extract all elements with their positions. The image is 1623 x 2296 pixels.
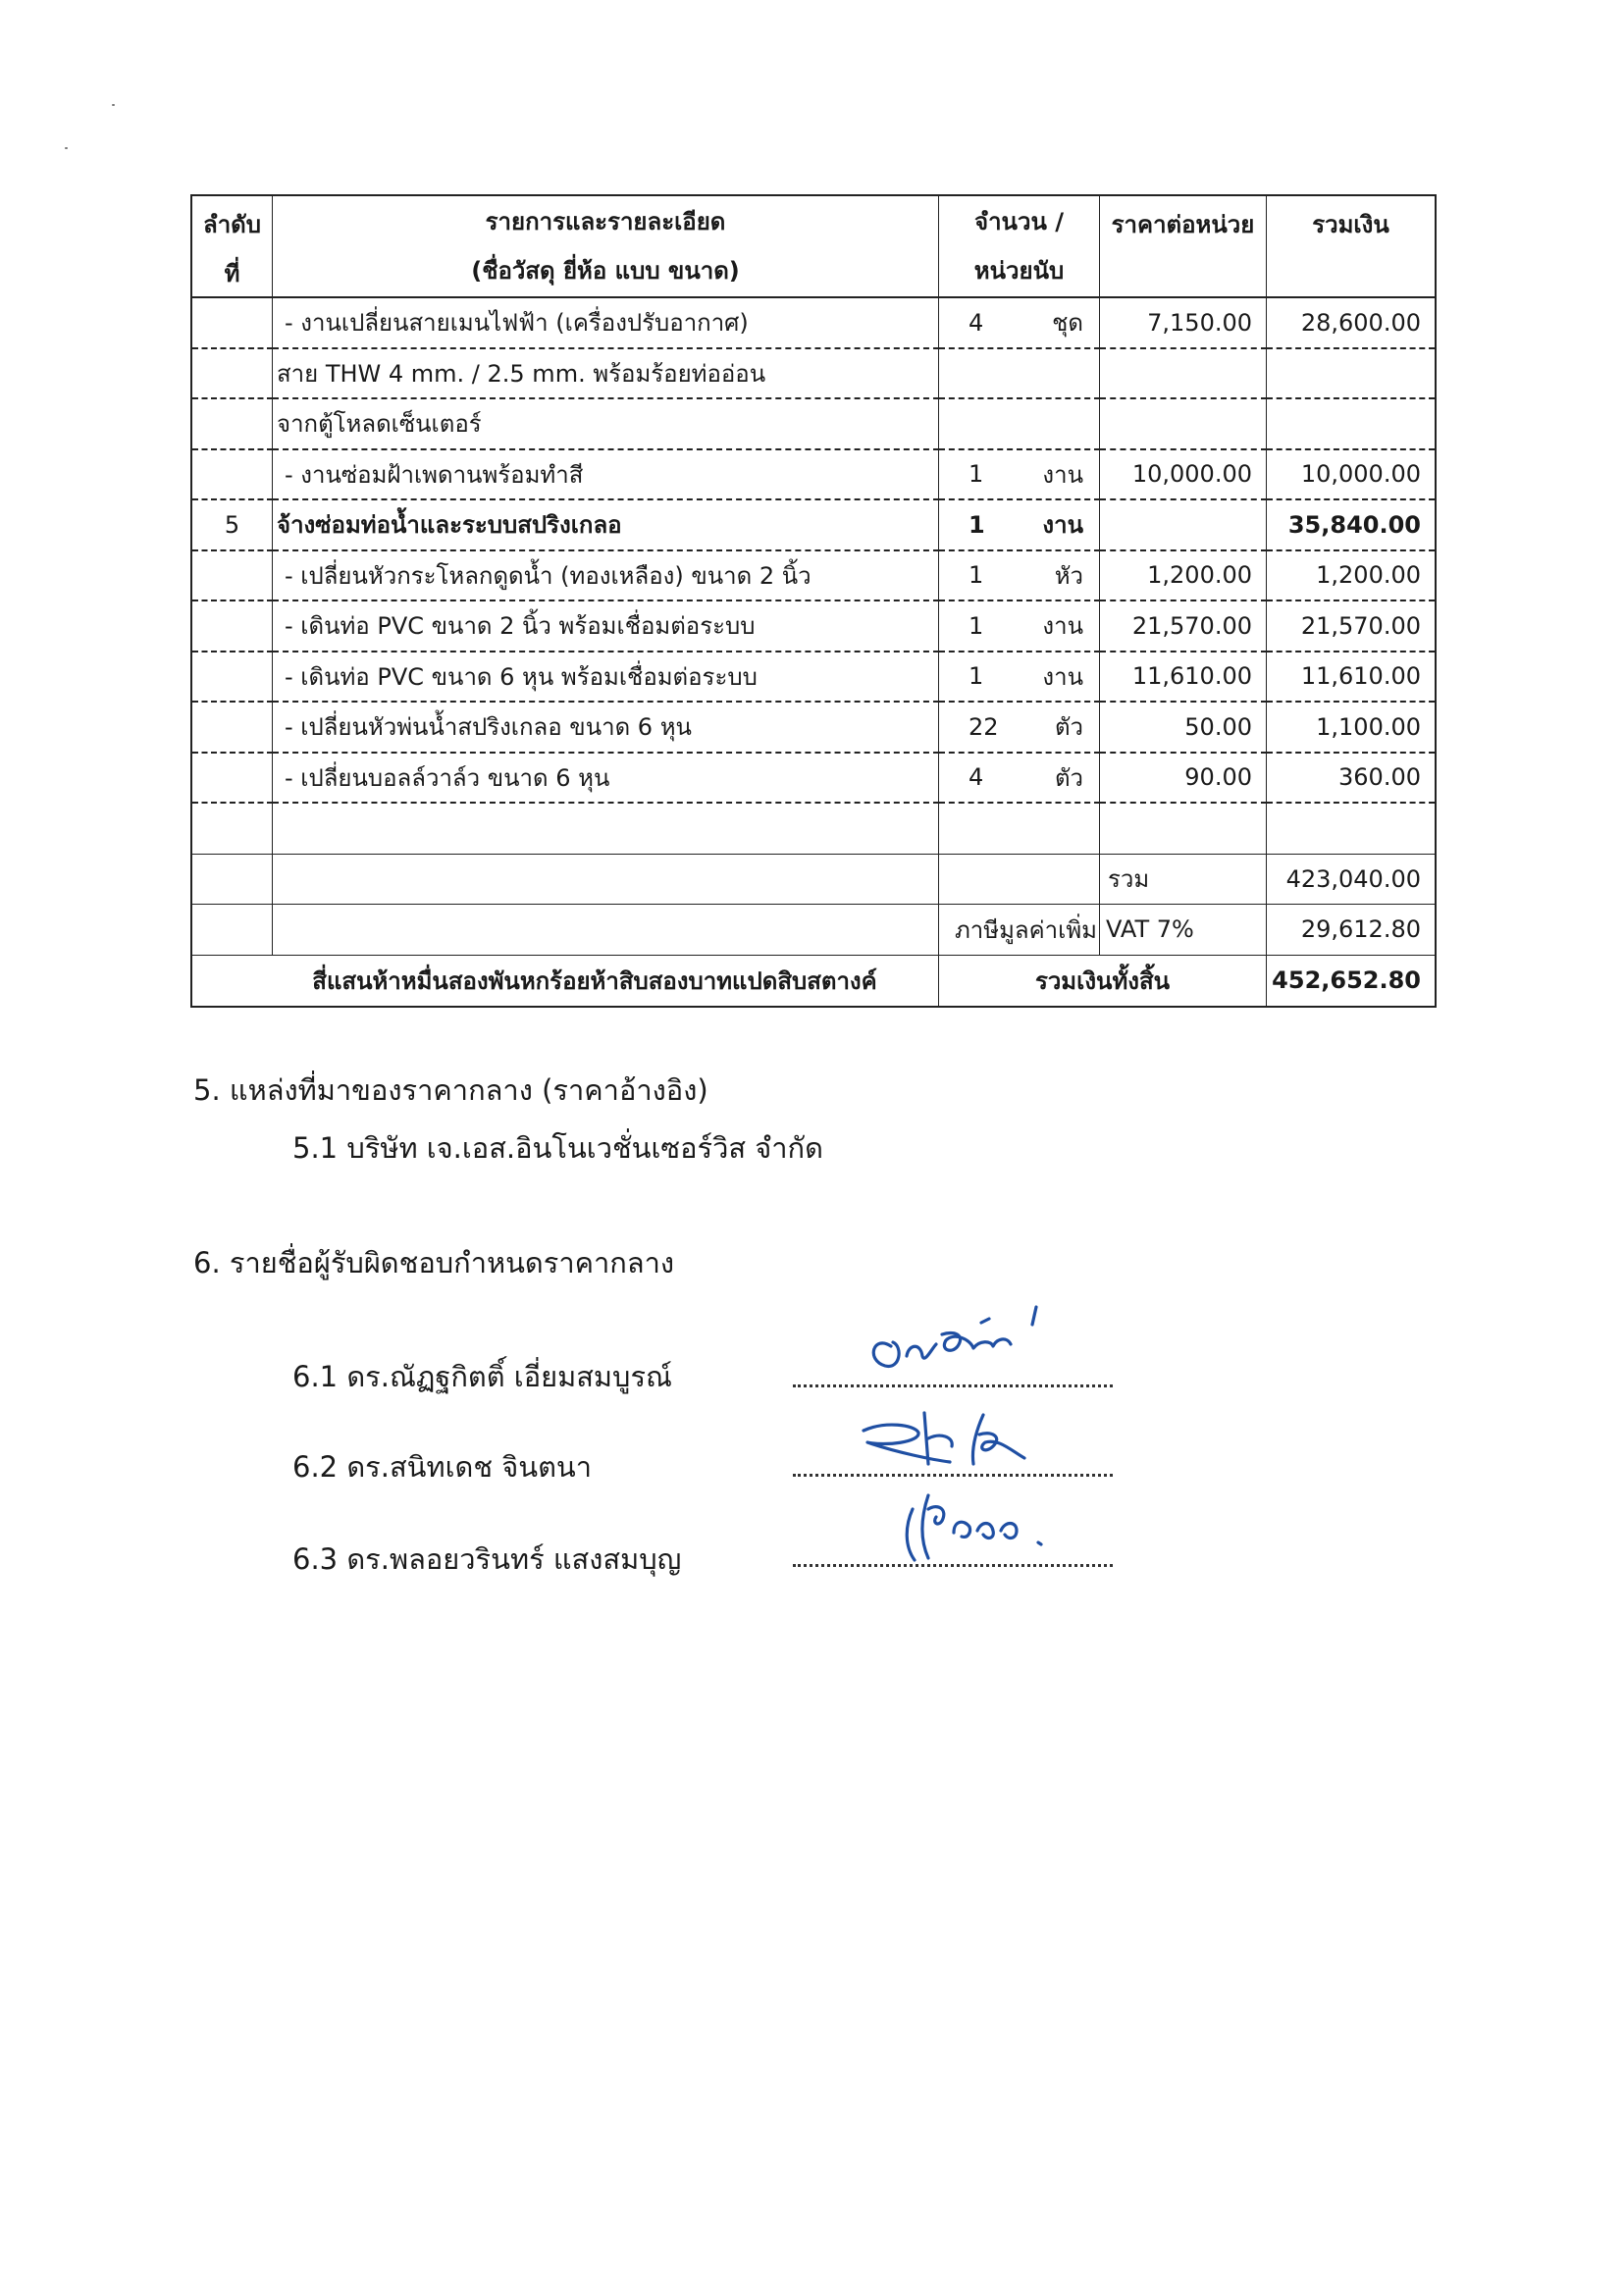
scan-speck <box>112 104 115 106</box>
header-qty-line2: หน่วยนับ <box>973 257 1065 285</box>
header-qty-line1: จำนวน / <box>974 208 1064 235</box>
cell-quantity <box>939 754 1100 805</box>
cell-quantity <box>939 500 1100 551</box>
cell-description <box>273 804 939 855</box>
cell-qty-value: 1 <box>969 611 984 640</box>
cell-unit-value: หัว <box>1054 561 1083 590</box>
cell-unit-value: งาน <box>1042 612 1083 641</box>
cell-no <box>192 703 273 754</box>
price-table <box>190 194 1437 1008</box>
cell-empty <box>192 905 273 956</box>
cell-unit-price: 21,570.00 <box>1100 601 1267 652</box>
cell-description: - งานซ่อมฝ้าเพดานพร้อมทำสี <box>273 450 939 501</box>
cell-unit-value: ตัว <box>1054 763 1083 792</box>
header-unit-price-label: ราคาต่อหน่วย <box>1111 211 1255 238</box>
cell-description: - เดินท่อ PVC ขนาด 6 หุน พร้อมเชื่อมต่อระบบ <box>273 652 939 704</box>
cell-amount: 11,610.00 <box>1267 652 1435 704</box>
cell-no <box>192 804 273 855</box>
table-header <box>192 196 1435 298</box>
cell-qty-value: 4 <box>969 763 984 792</box>
cell-unit-value: งาน <box>1042 460 1083 489</box>
table-row <box>192 601 1435 652</box>
header-no-line1: ลำดับ <box>202 211 261 238</box>
committee-member-name: 6.2 ดร.สนิทเดช จินตนา <box>292 1450 593 1484</box>
cell-qty-value: 22 <box>969 712 999 741</box>
cell-amount: 1,200.00 <box>1267 551 1435 602</box>
cell-amount: 21,570.00 <box>1267 601 1435 652</box>
table-row <box>192 450 1435 501</box>
header-desc-line1: รายการและรายละเอียด <box>485 208 726 235</box>
cell-amount: 1,100.00 <box>1267 703 1435 754</box>
signature-1 <box>864 1305 1060 1387</box>
table-row <box>192 349 1435 400</box>
cell-no <box>192 399 273 450</box>
header-amount <box>1267 196 1435 298</box>
header-no-line2: ที่ <box>224 260 240 287</box>
signature-3 <box>899 1489 1095 1572</box>
header-no <box>192 196 273 298</box>
table-row <box>192 652 1435 704</box>
cell-amount: 360.00 <box>1267 754 1435 805</box>
cell-quantity <box>939 399 1100 450</box>
cell-amount <box>1267 804 1435 855</box>
cell-description: สาย THW 4 mm. / 2.5 mm. พร้อมร้อยท่ออ่อน <box>273 349 939 400</box>
committee-member-name: 6.3 ดร.พลอยวรินทร์ แสงสมบุญ <box>292 1542 682 1576</box>
cell-description: จ้างซ่อมท่อน้ำและระบบสปริงเกลอ <box>273 500 939 551</box>
cell-unit-price: 10,000.00 <box>1100 450 1267 501</box>
section5-reference-company: 5.1 บริษัท เจ.เอส.อินโนเวชั่นเซอร์วิส จำกัด <box>292 1131 823 1165</box>
cell-description: - เปลี่ยนหัวกระโหลกดูดน้ำ (ทองเหลือง) ขนาด 2 นิ้ว <box>273 551 939 602</box>
cell-no <box>192 349 273 400</box>
section5-heading: 5. แหล่งที่มาของราคากลาง (ราคาอ้างอิง) <box>193 1073 708 1107</box>
cell-unit-price: 1,200.00 <box>1100 551 1267 602</box>
cell-unit-price: 50.00 <box>1100 703 1267 754</box>
table-row <box>192 399 1435 450</box>
vat-row <box>192 905 1435 956</box>
table-row <box>192 500 1435 551</box>
cell-empty <box>273 905 939 956</box>
table-row <box>192 551 1435 602</box>
cell-unit-price <box>1100 399 1267 450</box>
cell-qty-value: 1 <box>969 662 984 691</box>
cell-amount <box>1267 399 1435 450</box>
cell-no: 5 <box>192 500 273 551</box>
table-row <box>192 703 1435 754</box>
header-quantity <box>939 196 1100 298</box>
cell-qty-value: 1 <box>969 460 984 489</box>
cell-empty <box>192 855 273 906</box>
cell-no <box>192 601 273 652</box>
cell-unit-value: ตัว <box>1054 713 1083 742</box>
grand-total-label: รวมเงินทั้งสิ้น <box>939 956 1267 1007</box>
cell-quantity <box>939 551 1100 602</box>
cell-amount: 35,840.00 <box>1267 500 1435 551</box>
table-row <box>192 804 1435 855</box>
cell-quantity <box>939 450 1100 501</box>
subtotal-value: 423,040.00 <box>1267 855 1435 906</box>
vat-rate: VAT 7% <box>1100 905 1267 956</box>
table-row <box>192 298 1435 349</box>
cell-unit-price <box>1100 500 1267 551</box>
cell-description: - เดินท่อ PVC ขนาด 2 นิ้ว พร้อมเชื่อมต่อระบบ <box>273 601 939 652</box>
cell-no <box>192 754 273 805</box>
header-amount-label: รวมเงิน <box>1312 211 1389 238</box>
cell-quantity <box>939 703 1100 754</box>
cell-empty <box>939 855 1100 906</box>
cell-quantity <box>939 804 1100 855</box>
cell-description: - งานเปลี่ยนสายเมนไฟฟ้า (เครื่องปรับอากาศ) <box>273 298 939 349</box>
cell-unit-price <box>1100 804 1267 855</box>
cell-quantity <box>939 298 1100 349</box>
cell-no <box>192 652 273 704</box>
cell-amount: 10,000.00 <box>1267 450 1435 501</box>
header-unit-price <box>1100 196 1267 298</box>
cell-qty-value: 1 <box>969 510 985 539</box>
cell-amount <box>1267 349 1435 400</box>
table-row <box>192 754 1435 805</box>
subtotal-row <box>192 855 1435 906</box>
cell-description: - เปลี่ยนหัวพ่นน้ำสปริงเกลอ ขนาด 6 หุน <box>273 703 939 754</box>
cell-unit-price: 7,150.00 <box>1100 298 1267 349</box>
cell-unit-price: 90.00 <box>1100 754 1267 805</box>
subtotal-label: รวม <box>1100 855 1267 906</box>
cell-unit-price <box>1100 349 1267 400</box>
cell-unit-value: ชุด <box>1052 309 1083 338</box>
committee-member-name: 6.1 ดร.ณัฏฐกิตติ์ เอี่ยมสมบูรณ์ <box>292 1360 672 1393</box>
grand-total-row <box>192 956 1435 1007</box>
header-desc-line2: (ชื่อวัสดุ ยี่ห้อ แบบ ขนาด) <box>471 257 740 285</box>
cell-unit-value: งาน <box>1042 662 1083 691</box>
header-description <box>273 196 939 298</box>
cell-no <box>192 450 273 501</box>
cell-quantity <box>939 652 1100 704</box>
cell-description: จากตู้โหลดเซ็นเตอร์ <box>273 399 939 450</box>
vat-label: ภาษีมูลค่าเพิ่ม <box>939 905 1100 956</box>
cell-qty-value: 4 <box>969 308 984 337</box>
grand-total-words: สี่แสนห้าหมื่นสองพันหกร้อยห้าสิบสองบาทแปดสิบสตางค์ <box>192 956 939 1007</box>
cell-amount: 28,600.00 <box>1267 298 1435 349</box>
cell-quantity <box>939 349 1100 400</box>
cell-qty-value: 1 <box>969 561 984 590</box>
vat-value: 29,612.80 <box>1267 905 1435 956</box>
grand-total-value: 452,652.80 <box>1272 966 1421 995</box>
cell-unit-price: 11,610.00 <box>1100 652 1267 704</box>
cell-no <box>192 298 273 349</box>
section6-heading: 6. รายชื่อผู้รับผิดชอบกำหนดราคากลาง <box>193 1246 675 1279</box>
cell-no <box>192 551 273 602</box>
cell-empty <box>273 855 939 906</box>
cell-quantity <box>939 601 1100 652</box>
signature-2 <box>856 1403 1052 1486</box>
cell-unit-value: งาน <box>1042 511 1083 540</box>
cell-description: - เปลี่ยนบอลล์วาล์ว ขนาด 6 หุน <box>273 754 939 805</box>
scan-speck <box>65 147 68 149</box>
